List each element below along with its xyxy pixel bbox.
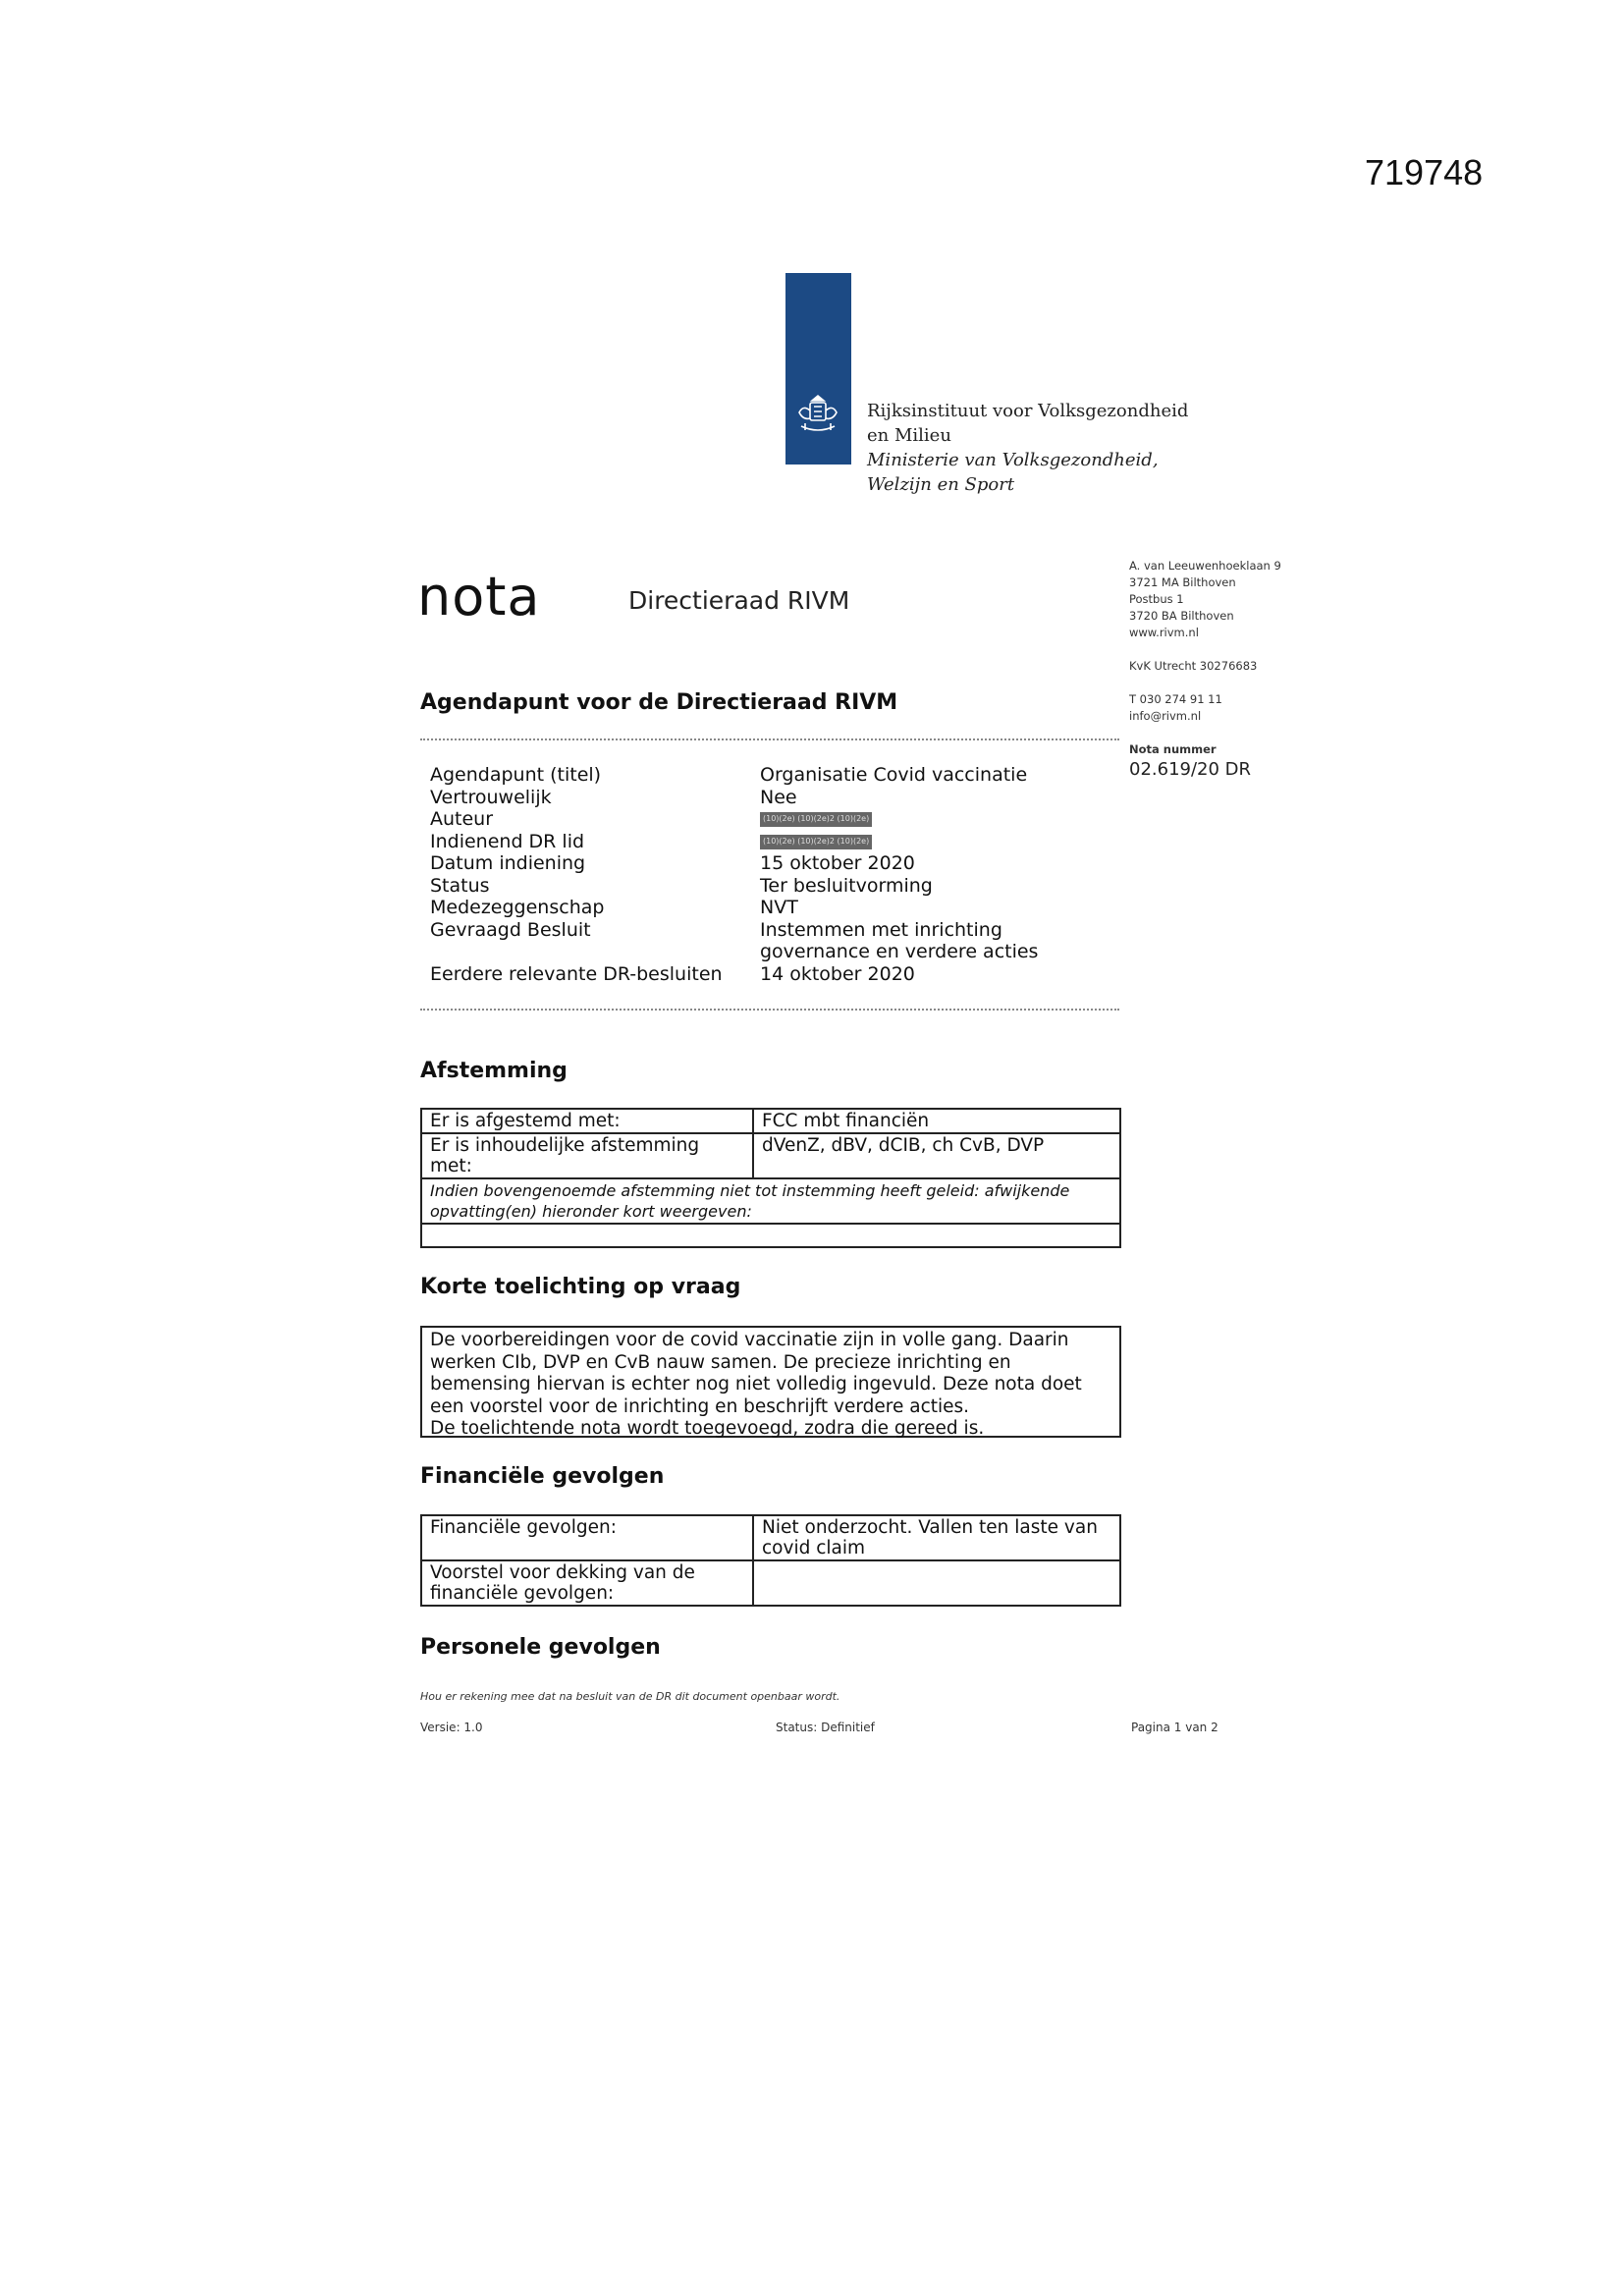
redaction-dr-lid: (10)(2e) (10)(2e)2 (10)(2e) xyxy=(760,835,872,849)
meta-row xyxy=(430,852,1133,875)
table-cell-value: FCC mbt financiën xyxy=(753,1109,1120,1133)
footer-note: Hou er rekening mee dat na besluit van de DR dit document openbaar wordt. xyxy=(420,1690,840,1703)
meta-key: Status xyxy=(430,874,490,897)
table-row xyxy=(421,1178,1120,1224)
table-row xyxy=(421,1224,1120,1247)
document-number: 719748 xyxy=(1365,152,1484,192)
meta-row xyxy=(430,897,1133,919)
table-cell-key: Financiële gevolgen: xyxy=(421,1515,753,1560)
toelichting-box xyxy=(420,1326,1121,1438)
redaction-auteur: (10)(2e) (10)(2e)2 (10)(2e) xyxy=(760,812,872,827)
nota-label: nota xyxy=(417,566,541,628)
table-cell-key: Er is afgestemd met: xyxy=(421,1109,753,1133)
nota-number: 02.619/20 DR xyxy=(1129,759,1252,780)
footer-page: Pagina 1 van 2 xyxy=(1131,1721,1218,1734)
meta-value: Instemmen met inrichting xyxy=(760,918,1002,941)
table-cell-value: dVenZ, dBV, dCIB, ch CvB, DVP xyxy=(753,1133,1120,1178)
meta-row xyxy=(430,831,1133,853)
kvk-number: KvK Utrecht 30276683 xyxy=(1129,659,1258,673)
org-line-2: en Milieu xyxy=(867,425,951,446)
address-sidebar xyxy=(1129,558,1345,782)
meta-value: 14 oktober 2020 xyxy=(760,962,915,985)
table-cell-value xyxy=(753,1560,1120,1606)
meta-value xyxy=(760,831,1133,853)
address-postcode: 3721 MA Bilthoven xyxy=(1129,575,1236,589)
nota-number-label: Nota nummer xyxy=(1129,742,1217,756)
meta-row xyxy=(430,808,1133,831)
personeel-heading: Personele gevolgen xyxy=(420,1635,661,1660)
meta-value: 15 oktober 2020 xyxy=(760,852,915,874)
meta-key: Gevraagd Besluit xyxy=(430,918,591,941)
address-street: A. van Leeuwenhoeklaan 9 xyxy=(1129,559,1281,573)
crest-icon xyxy=(793,391,842,440)
table-row xyxy=(421,1109,1120,1133)
org-line-1: Rijksinstituut voor Volksgezondheid xyxy=(867,401,1189,421)
ministry-line-2: Welzijn en Sport xyxy=(867,474,1015,495)
afstemming-note: Indien bovengenoemde afstemming niet tot instemming heeft geleid: afwijkende opvatting(en) hieronder kort weergeven: xyxy=(421,1178,1120,1224)
website-link[interactable]: www.rivm.nl xyxy=(1129,626,1199,639)
afstemming-table xyxy=(420,1108,1121,1248)
rijksoverheid-logo-bar xyxy=(785,273,851,465)
agenda-metadata xyxy=(430,764,1133,985)
meta-value xyxy=(760,808,1133,831)
divider-top xyxy=(420,738,1119,740)
afstemming-empty-cell xyxy=(421,1224,1120,1247)
toelichting-heading: Korte toelichting op vraag xyxy=(420,1275,741,1299)
footer-version: Versie: 1.0 xyxy=(420,1721,483,1734)
afstemming-heading: Afstemming xyxy=(420,1059,568,1083)
meta-key: Datum indiening xyxy=(430,852,586,874)
phone-number: T 030 274 91 11 xyxy=(1129,692,1222,706)
spacer xyxy=(1129,725,1345,741)
meta-key: Auteur xyxy=(430,808,494,830)
table-cell-key: Voorstel voor dekking van de financiële gevolgen: xyxy=(421,1560,753,1606)
meta-row xyxy=(430,764,1133,787)
meta-key: Eerdere relevante DR-besluiten xyxy=(430,962,723,985)
meta-value: Ter besluitvorming xyxy=(760,874,933,897)
meta-row xyxy=(430,787,1133,809)
table-row xyxy=(421,1515,1120,1560)
toelichting-line: De toelichtende nota wordt toegevoegd, zodra die gereed is. xyxy=(430,1418,985,1439)
meta-row xyxy=(430,963,1133,986)
address-postbus-city: 3720 BA Bilthoven xyxy=(1129,609,1234,623)
email-link[interactable]: info@rivm.nl xyxy=(1129,709,1202,723)
meta-key: Agendapunt (titel) xyxy=(430,764,602,786)
meta-key: Indienend DR lid xyxy=(430,830,585,852)
meta-key xyxy=(430,941,760,963)
meta-value: Organisatie Covid vaccinatie xyxy=(760,764,1028,786)
toelichting-paragraph: De voorbereidingen voor de covid vaccinatie zijn in volle gang. Daarin werken CIb, DVP en CvB nauw samen. De precieze inrichting en bemensing hiervan is echter nog niet volledig ingevuld. Deze nota doet een voorstel voor de inrichting en beschrijft verdere acties. xyxy=(430,1330,1082,1417)
divider-bottom xyxy=(420,1009,1119,1011)
meta-row xyxy=(430,919,1133,942)
meta-row xyxy=(430,941,1133,963)
directieraad-title: Directieraad RIVM xyxy=(628,586,850,615)
agenda-heading: Agendapunt voor de Directieraad RIVM xyxy=(420,690,898,715)
meta-row xyxy=(430,875,1133,898)
meta-value: Nee xyxy=(760,786,797,808)
meta-value: governance en verdere acties xyxy=(760,941,1039,962)
meta-key: Medezeggenschap xyxy=(430,897,605,918)
financieel-table xyxy=(420,1514,1121,1607)
ministry-line-1: Ministerie van Volksgezondheid, xyxy=(867,450,1159,470)
financieel-heading: Financiële gevolgen xyxy=(420,1464,665,1489)
table-row xyxy=(421,1560,1120,1606)
address-postbus: Postbus 1 xyxy=(1129,592,1184,606)
spacer xyxy=(1129,675,1345,691)
organisation-name xyxy=(867,399,1188,497)
meta-value: NVT xyxy=(760,897,798,918)
footer-status: Status: Definitief xyxy=(776,1721,875,1734)
table-cell-key: Er is inhoudelijke afstemming met: xyxy=(421,1133,753,1178)
meta-key: Vertrouwelijk xyxy=(430,786,552,808)
table-cell-value: Niet onderzocht. Vallen ten laste van covid claim xyxy=(753,1515,1120,1560)
spacer xyxy=(1129,641,1345,658)
table-row xyxy=(421,1133,1120,1178)
